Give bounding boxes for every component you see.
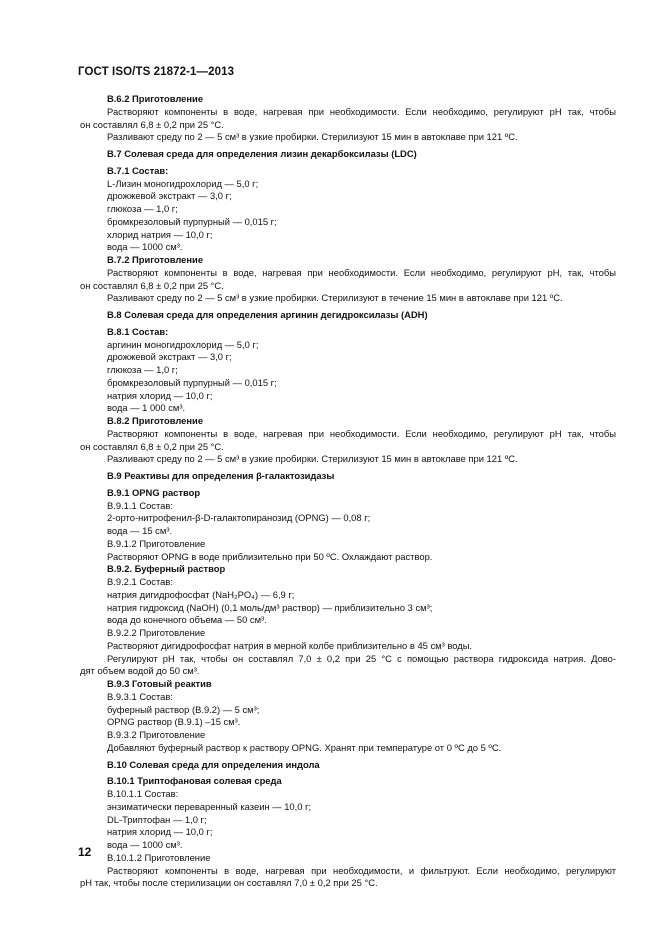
text-line: глюкоза — 1,0 г; xyxy=(107,364,178,375)
text-line: В.9.1.1 Состав: xyxy=(107,499,173,511)
text-line: Разливают среду по 2 — 5 см³ в узкие пробирки. Стерилизуют 15 мин в автоклаве при 121 ºС. xyxy=(107,453,518,465)
section-heading: В.7.1 Состав: xyxy=(107,164,169,176)
section-heading: В.7 Солевая среда для определения лизин декарбоксилазы (LDC) xyxy=(107,148,417,159)
text-line: натрия дигидрофосфат (NaH₂PO₄) — 6,9 г; xyxy=(107,588,295,600)
text-line: он составлял 6,8 ± 0,2 при 25 °С. xyxy=(80,440,224,452)
text-line: натрия хлорид — 10,0 г; xyxy=(107,826,213,838)
text-line: бромкрезоловый пурпурный — 0,015 г; xyxy=(107,376,277,388)
text-line: энзиматически переваренный казеин — 10,0 г; xyxy=(107,800,312,812)
text-line: Регулируют pH так, чтобы он составлял 7,0 ± 0,2 при 25 °С с помощью раствора гидроксида натрия. Дово- xyxy=(107,652,616,664)
text-line: В.9.3.2 Приготовление xyxy=(107,729,206,740)
section-heading: В.9.2. Буферный раствор xyxy=(107,563,226,575)
text-line: Растворяют компоненты в воде, нагревая при необходимости. Если необходимо, регулируют pH так, чтобы xyxy=(107,427,616,439)
text-line: глюкоза — 1,0 г; xyxy=(107,203,178,214)
text-line: pH так, чтобы после стерилизации он составлял 7,0 ± 0,2 при 25 °С. xyxy=(80,877,378,889)
text-line: В.10.1.2 Приготовление xyxy=(107,851,211,863)
text-line: Растворяют компоненты в воде, нагревая при необходимости, и фильтруют. Если необходимо, регулируют xyxy=(107,864,616,876)
text-line: вода — 1000 см³. xyxy=(107,241,183,253)
text-line: бромкрезоловый пурпурный — 0,015 г; xyxy=(107,215,277,227)
text-line: дрожжевой экстракт — 3,0 г; xyxy=(107,351,232,363)
text-line: В.9.3.1 Состав: xyxy=(107,690,173,702)
text-line: OPNG раствор (В.9.1) –15 см³. xyxy=(107,716,241,728)
text-line: вода — 15 см³. xyxy=(107,525,173,536)
text-line: Добавляют буферный раствор к раствору OPNG. Хранят при температуре от 0 ºС до 5 ºС. xyxy=(107,741,502,753)
text-line: Разливают среду по 2 — 5 см³ в узкие пробирки. Стерилизуют в течение 15 мин в автоклаве при 121 ºС. xyxy=(107,292,563,304)
text-line: вода до конечного объема — 50 см³. xyxy=(107,614,267,626)
text-line: буферный раствор (В.9.2) — 5 см³; xyxy=(107,703,260,715)
text-line: Растворяют дигидрофосфат натрия в мерной колбе приблизительно в 45 см³ воды. xyxy=(107,639,473,651)
section-heading: В.8.2 Приготовление xyxy=(107,415,204,426)
text-line: дрожжевой экстракт — 3,0 г; xyxy=(107,190,232,202)
text-line: В.9.1.2 Приготовление xyxy=(107,537,206,549)
text-line: дят объем водой до 50 см³. xyxy=(80,665,200,677)
text-line: Растворяют компоненты в воде, нагревая при необходимости. Если необходимо, регулируют pH так, чтобы xyxy=(107,105,616,117)
text-line: аргинин моногидрохлорид — 5,0 г; xyxy=(107,338,259,350)
text-line: Растворяют OPNG в воде приблизительно при 50 ºС. Охлаждают раствор. xyxy=(107,550,433,562)
text-line: 2-орто-нитрофенил-β-D-галактопиранозид (OPNG) — 0,08 г; xyxy=(107,512,371,524)
text-line: вода — 1000 см³. xyxy=(107,839,183,850)
section-heading: В.8 Солевая среда для определения аргинин дегидроксилазы (ADH) xyxy=(107,309,428,320)
section-heading: В.8.1 Состав: xyxy=(107,325,169,337)
text-line: L-Лизин моногидрохлорид — 5,0 г; xyxy=(107,177,259,189)
text-line: DL-Триптофан — 1,0 г; xyxy=(107,813,207,825)
text-line: натрия гидроксид (NaOH) (0,1 моль/дм³ раствор) — приблизительно 3 см³; xyxy=(107,601,433,613)
text-line: В.10.1.1 Состав: xyxy=(107,788,179,799)
text-line: Растворяют компоненты в воде, нагревая при необходимости. Если необходимо, регулируют pH, так, чтобы xyxy=(107,266,616,278)
page-number: 12 xyxy=(78,845,92,859)
section-heading: В.10.1 Триптофановая солевая среда xyxy=(107,775,282,787)
section-heading: В.10 Солевая среда для определения индола xyxy=(107,758,320,770)
text-line: вода — 1 000 см³. xyxy=(107,402,186,414)
text-line: Разливают среду по 2 — 5 см³ в узкие пробирки. Стерилизуют 15 мин в автоклаве при 121 ºС. xyxy=(107,131,518,143)
document-body xyxy=(80,93,616,890)
section-heading: В.7.2 Приготовление xyxy=(107,254,204,265)
section-heading: В.9.1 ОPNG раствор xyxy=(107,486,201,498)
text-line: он составлял 6,8 ± 0,2 при 25 °С. xyxy=(80,279,224,291)
text-line: натрия хлорид — 10,0 г; xyxy=(107,389,213,401)
text-line: В.9.2.2 Приготовление xyxy=(107,627,206,638)
section-heading: B.6.2 Приготовление xyxy=(107,93,204,104)
text-line: В.9.2.1 Состав: xyxy=(107,576,173,587)
text-line: он составлял 6,8 ± 0,2 при 25 °С. xyxy=(80,118,224,130)
section-heading: В.9 Реактивы для определения β-галактозидазы xyxy=(107,470,335,481)
section-heading: В.9.3 Готовый реактив xyxy=(107,678,212,689)
document-header: ГОСТ ISO/TS 21872-1—2013 xyxy=(78,66,235,78)
text-line: хлорид натрия — 10,0 г; xyxy=(107,228,213,240)
